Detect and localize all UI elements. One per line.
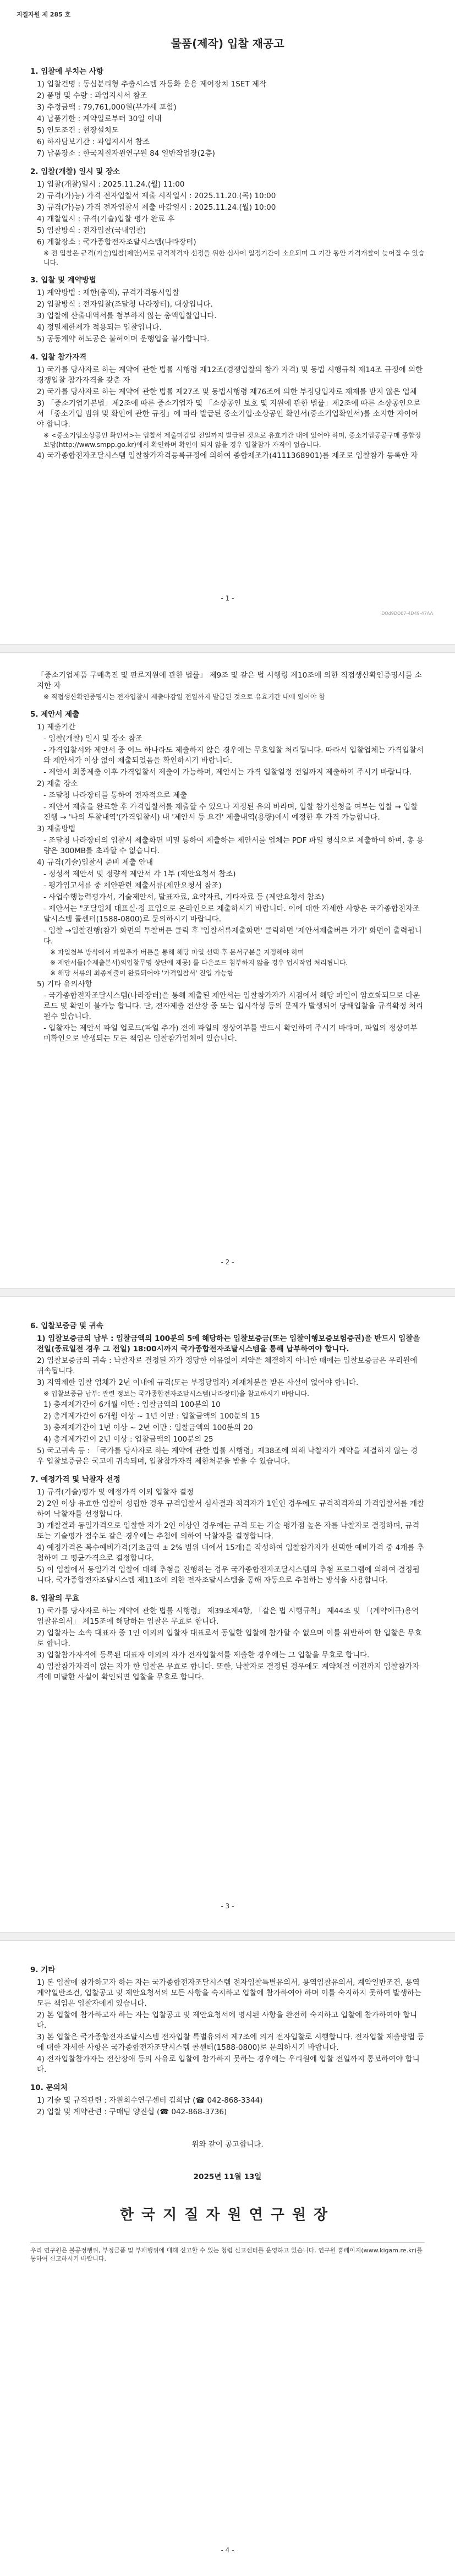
footnote: 우리 연구원은 불공정행위, 부정금품 및 부패행위에 대해 신고할 수 있는 청렴 신고센터를 운영하고 있습니다. 연구원 홈페이지(www.kigam.re.kr)를 통하여 신고하시기 바랍니다. <box>30 2242 425 2263</box>
note: ※ 파일첨부 방식에서 파일추가 버튼을 통해 해당 파일 선택 후 문서구분을 지정해야 하며 <box>50 948 304 956</box>
note: ※ 전 입찰은 규격(기술)입찰(제안)서로 규격적격자 선정을 위한 심사에 일정기간이 소요되며 그 기간 동안 가격개찰이 늦어질 수 있습니다. <box>43 249 425 266</box>
list-item: 6) 하자담보기간 : 과업지시서 참조 <box>37 138 150 146</box>
list-item: 4) 납품기한 : 계약일로부터 30일 이내 <box>37 114 162 123</box>
organization-name: 한국지질자원연구원장 <box>119 2207 336 2223</box>
list-item: 1) 국가를 당사자로 하는 계약에 관한 법률 시행령 제12조(경쟁입찰의 참가 자격) 및 동법 시행규칙 제14조 규정에 의한 경쟁입찰 참가자격을 갖춘 자 <box>37 365 423 385</box>
section-7-title: 7. 예정가격 및 낙찰자 선정 <box>30 1475 120 1484</box>
list-item: 6) 계찰장소 : 국가종합전자조달시스템(나라장터) <box>37 238 196 247</box>
list-item: - 평가입고서류 중 제안관련 제출서류(제안요청서 참조) <box>43 881 222 890</box>
note: ※ <중소기업소상공인 확인서>는 입찰서 제출마감일 전일까지 발급된 것으로 유효기간 내에 있어야 하며, 중소기업공공구매 종합정보망(http://www.smpp.go.kr)에서 확인하며 확인이 되지 않을 경우 입찰참가 자격이 없습니다. <box>43 432 421 449</box>
list-item: 2) 입찰보증금의 귀속 : 낙찰자로 결정된 자가 정당한 이유없이 계약을 체결하지 아니한 때에는 입찰보증금은 우리원에 귀속됩니다. <box>37 1356 418 1376</box>
list-item: 5) 입찰방식 : 전자입찰(국내입찰) <box>37 226 146 235</box>
document-number: 지질자원 제 285 호 <box>17 11 71 18</box>
list-item: 1) 규격(기술)평가 및 예정가격 이외 입찰자 결정 <box>37 1488 194 1497</box>
list-item: 1) 입찰보증금의 납부 : 입찰금액의 100분의 5에 해당하는 입찰보증금(또는 입찰이행보증보험증권)을 반드시 입찰을 전일(종료일전 경우 그 전일) 18:00시까지 국가종합전자조달시스템을 통해 납부하여야 합니다. <box>37 1334 420 1354</box>
list-item: - 사업수행능력평가서, 기술제안서, 발표자료, 요약자료, 기타자료 등 (제안요청서 참조) <box>43 893 325 902</box>
list-item: 3) 규격(가)능) 가격 전자입찰서 제출 마감일시 : 2025.11.24.(월) 10:00 <box>37 203 276 212</box>
list-item: 5) 국고귀속 등 : 「국가를 당사자로 하는 계약에 관한 법률 시행령」제38조에 의해 낙찰자가 계약을 체결하지 않는 경우 입찰보증금은 국고에 귀속되며, 입찰참가자격 제한처분을 받을 수 있습니다. <box>37 1447 418 1466</box>
list-item: 4) 총계제가간이 2년 이상 : 입찰금액의 100분의 25 <box>43 1435 213 1444</box>
list-item: 4) 규격(기술)입찰서 준비 제출 안내 <box>37 858 154 867</box>
list-item: 1) 입찰(개찰)일시 : 2025.11.24.(월) 11:00 <box>37 180 185 189</box>
list-item: 1) 총계제가간이 6개월 이만 : 입찰금액의 100분의 10 <box>43 1400 221 1409</box>
list-item: 1) 입찰건명 : 동심분리형 추출시스템 자동화 운용 제어장치 1SET 제작 <box>37 80 266 89</box>
section-1-title: 1. 입찰에 부치는 사항 <box>30 67 103 76</box>
list-item: 2) 입찰자는 소속 대표자 중 1인 이외의 입찰자 대표로서 동일한 입찰에 참가할 수 없으며 이를 위반하여 한 입찰은 무효로 합니다. <box>37 1629 422 1648</box>
page-number: - 2 - <box>221 1258 234 1266</box>
list-item: 2) 본 입찰에 참가하고자 하는 자는 입찰공고 및 제안요청서에 명시된 사항을 완전히 숙지하고 입찰에 참가하여야 합니다. <box>37 2011 418 2030</box>
list-item: 3) 「중소기업기본법」제2조에 따른 중소기업자 및 「소상공인 보호 및 지원에 관한 법률」제2조에 따른 소상공인으로서 「중소기업 범위 및 확인에 관한 규정」에 따라 발급된 중소기업·소상공인 확인서(중소기업확인서)를 소지한 자이어야 합니다. <box>37 399 421 429</box>
note: ※ 입찰보증금 납부: 관련 정보는 국가종합전자조달시스템(나라장터)을 참고하시기 바랍니다. <box>43 1390 309 1398</box>
list-item: - 입찰(개찰) 일시 및 장소 참조 <box>43 734 143 743</box>
paragraph: 「중소기업제품 구매촉진 및 판로지원에 관한 법률」 제9조 및 같은 법 시행령 제10조에 의한 직접생산확인증명서를 소지한 자 <box>37 671 422 690</box>
list-item: - 국가종합전자조달시스템(나라장터)을 통해 제출된 제안서는 입찰참가자가 시점에서 해당 파일이 암호화되므로 다운로드 및 확인이 불가능 합니다. 단, 전자제출 전산장 중 또는 입시작성 등의 문제가 발생되어 당해입찰을 규격확정 처리될수 있습니다. <box>43 991 424 1021</box>
list-item: 5) 인도조건 : 현장설치도 <box>37 126 119 135</box>
list-item: 1) 계약방법 : 제한(총액), 규격가격동시입찰 <box>37 288 180 297</box>
page-separator <box>0 1288 455 1297</box>
list-item: - 제안서 최종제출 이후 가격입찰서 제출이 가능하며, 제안서는 가격 입찰일정 전일까지 제출하여 주시기 바랍니다. <box>43 768 412 777</box>
list-item: - 조달청 나라장터를 통하여 전자적으로 제출 <box>43 791 188 800</box>
list-item: 3) 입찰참가자격에 등록된 대표자 이외의 자가 전자입찰서를 제출한 경우에는 그 입찰을 무효로 합니다. <box>37 1651 370 1660</box>
list-item: - 정성적 제안서 및 정량적 제안서 각 1부 (제안요청서 참조) <box>43 870 236 878</box>
list-item: 3) 지역제한 입찰 업체가 2년 이내에 규격(또는 부정당업자) 제재처분을 받은 사실이 없어야 합니다. <box>37 1378 359 1387</box>
list-item: 7) 납품장소 : 한국지질자원연구원 84 일반작업장(2층) <box>37 149 215 158</box>
list-item: 3) 입찰에 산출내역서를 첨부하지 않는 총액입찰입니다. <box>37 312 217 320</box>
list-item: 5) 공동계약 허도공은 불허이며 운행입을 불가합니다. <box>37 335 210 343</box>
page-title: 물품(제작) 입찰 재공고 <box>171 37 284 50</box>
page-number: - 3 - <box>221 1902 234 1910</box>
list-item: 3) 본 입찰은 국가종합전자조달시스템 전자입찰 특별유의서 제7조에 의거 전자입찰로 시행합니다. 전자입찰 제출방법 등에 대한 자세한 사항은 국가종합전자조달시스템 콜센터(1588-0800)로 문의하시기 바랍니다. <box>37 2033 425 2052</box>
list-item: 2) 국가를 당사자로 하는 계약에 관한 법률 제27조 및 동법시행령 제76조에 의한 부정당업자로 제재를 받지 않은 업체 <box>37 388 417 396</box>
section-10-title: 10. 문의처 <box>30 2083 68 2092</box>
list-item: 4) 전자입찰참가자는 전산장애 등의 사유로 입찰에 참가하지 못하는 경우에는 우리원에 입찰 전일까지 통보하여야 합니다. <box>37 2055 420 2074</box>
list-item: 5) 기타 유의사항 <box>37 980 92 989</box>
list-item: 4) 예정가격은 복수예비가격(기초금액 ± 2% 범위 내에서 15개)을 작성하여 입찰참가자가 선택한 예비가격 중 4개를 추첨하여 그 평균가격으로 결정합니다. <box>37 1543 424 1563</box>
list-item: 4) 정밀제한제가 적용되는 입찰입니다. <box>37 323 162 332</box>
list-item: - 입찰자는 제안서 파일 업로드(파일 추가) 전에 파일의 정상여부를 반드시 확인하여 주시기 바라며, 파일의 정상여부 미확인으로 발생되는 모든 책임은 입찰참가업체에 있습니다. <box>43 1024 418 1043</box>
list-item: - 제안서 제출을 완료한 후 가격입찰서를 제출할 수 있으나 지정된 유의 바라며, 입찰 참가신청을 여부는 입찰 → 입찰진행 → '나의 투찰내역'(가격입찰서) 내 '제안서 등 요건' 제출내역(용량)에서 예정한 후 가격 가능합니다. <box>43 803 418 822</box>
list-item: 1) 제출기간 <box>37 723 76 732</box>
page-4 <box>0 1941 455 2576</box>
note: ※ 제안서들(수제출본서)의입찰무명 상단에 제공) 를 다운로드 첨부하지 않을 경우 업시작업 처리됩니다. <box>50 959 348 967</box>
list-item: 2) 품명 및 수량 : 과업지시서 참조 <box>37 91 147 100</box>
page-number: - 4 - <box>221 2546 234 2554</box>
list-item: 2) 입찰 및 계약관련 : 구매팀 양진섭 (☎ 042-868-3736) <box>37 2108 227 2116</box>
list-item: 3) 제출방법 <box>37 825 76 833</box>
section-2-title: 2. 입찰(개찰) 일시 및 장소 <box>30 167 120 176</box>
list-item: 2) 제출 장소 <box>37 779 78 788</box>
list-item: 4) 입찰참가자격이 없는 자가 한 입찰은 무효로 합니다. 또한, 낙찰자로 결정된 경우에도 계약체결 이전까지 입찰참가자격에 미달한 사실이 확인되면 입찰을 무효로 합니다. <box>37 1662 420 1682</box>
page-separator <box>0 644 455 653</box>
section-4-title: 4. 입찰 참가자격 <box>30 353 87 362</box>
note: ※ 직접생산확인증명서는 전자입찰서 제출마감일 전일까지 발급된 것으로 유효기간 내에 있어야 함 <box>43 693 325 701</box>
list-item: 5) 이 입찰에서 동일가격 입찰에 대해 추첨을 진행하는 경우 국가종합전자조달시스템의 추첨 프로그램에 의하여 결정됩니다. 국가종합전자조달시스템 제11조에 의한 전자조달시스템을 통해 자동으로 추첨하는 방식을 사용합니다. <box>37 1565 420 1585</box>
section-5-title: 5. 제안서 제출 <box>30 710 80 719</box>
list-item: 1) 본 입찰에 참가하고자 하는 자는 국가종합전자조달시스템 전자입찰특별유의서, 용역입찰유의서, 계약일반조건, 용역계약일반조건, 입찰공고 및 제안요청서의 모든 사항을 숙지하고 입찰에 참가하여야 하며 이를 숙지하지 못하여 발생하는 모든 책임은 입찰자에게 있습니다. <box>37 1978 422 2008</box>
page-separator <box>0 1932 455 1941</box>
section-3-title: 3. 입찰 및 계약방법 <box>30 276 96 285</box>
document-code: DOd9DO07-4D49-47AA <box>381 611 433 616</box>
list-item: 2) 2인 이상 유효한 입찰이 성립한 경우 규격입찰서 심사결과 적격자가 1인인 경우에도 규격적격자의 가격입찰서를 개찰하여 낙찰자를 선정합니다. <box>37 1499 425 1519</box>
page-2 <box>0 653 455 1288</box>
section-9-title: 9. 기타 <box>30 1966 56 1974</box>
list-item: - 제안서는 "조달업체 대표실·정 표입으로 온라인으로 제출하시기 바랍니다. 이에 대한 자세한 사항은 국가종합전자조달시스템 콜센터(1588-0800)로 문의하시기 바랍니다. <box>43 904 420 924</box>
section-6-title: 6. 입찰보증금 및 귀속 <box>30 1322 103 1330</box>
page-number: - 1 - <box>221 594 234 602</box>
section-8-title: 8. 입찰의 무효 <box>30 1594 80 1603</box>
notice-date: 2025년 11월 13일 <box>193 2173 262 2181</box>
list-item: - 가격입찰서와 제안서 중 어느 하나라도 제출하지 않은 경우에는 무효입찰 처리됩니다. 따라서 입찰업체는 가격입찰서와 제안서가 이상 없이 제출되었음을 확인하시기 바랍니다. <box>43 746 424 765</box>
page-3 <box>0 1297 455 1932</box>
list-item: 3) 총계제가간이 1년 이상 ~ 2년 이만 : 입찰금액의 100분의 20 <box>43 1423 253 1432</box>
list-item: 1) 기술 및 규격관련 : 자원회수연구센터 김희남 (☎ 042-868-3344) <box>37 2096 263 2105</box>
list-item: 4) 개찰일시 : 규격(기술)입찰 평가 완료 후 <box>37 215 175 223</box>
list-item: 3) 추정금액 : 79,761,000원(부가세 포함) <box>37 103 177 112</box>
list-item: 3) 개찰결과 동일가격으로 입찰한 자가 2인 이상인 경우에는 규격 또는 기술 평가점 높은 자를 낙찰자로 결정하며, 규격 또는 기술평가 점수도 같은 경우에는 추첨에 의하여 낙찰자를 결정합니다. <box>37 1521 420 1541</box>
closing-statement: 위와 같이 공고합니다. <box>191 2140 264 2149</box>
list-item: 1) 국가를 당사자로 하는 계약에 관한 법률 시행령」 제39조제4항, 「같은 법 시행규칙」 제44조 및 「(계약예규)용역입찰유의서」 제15조에 해당하는 입찰은 무효로 합니다. <box>37 1607 419 1626</box>
list-item: - 조달청 나라장터의 입찰서 제출화면 비밀 통하여 제출하는 제안서를 업체는 PDF 파일 형식으로 제출하여 하며, 총 용량은 300MB를 초과할 수 없습니다. <box>43 836 424 855</box>
list-item: 2) 규격(가)능) 가격 전자입찰서 제출 시작일시 : 2025.11.20.(목) 10:00 <box>37 192 276 200</box>
list-item: 4) 국가종합전자조달시스템 입찰참가자격등록규정에 의하여 종합제조가(4111368901)를 제조로 입찰참가 등록한 자 <box>37 451 418 460</box>
list-item: - 입찰 →입찰진행(참가 화면의 투찰버튼 클릭 후 '입찰서류제출화면' 클릭하면 '제안서제출버튼 가기' 화면이 출력됩니다. <box>43 926 422 946</box>
note: ※ 해당 서류의 최종제출이 완료되어야 '가격입찰서' 진입 가능함 <box>50 969 234 977</box>
list-item: 2) 총계제가간이 6개월 이상 ~ 1년 이만 : 입찰금액의 100분의 15 <box>43 1412 260 1421</box>
list-item: 2) 입찰방식 : 전자입찰(조달청 나라장터), 대상입니다. <box>37 300 213 309</box>
page-1 <box>0 0 455 644</box>
